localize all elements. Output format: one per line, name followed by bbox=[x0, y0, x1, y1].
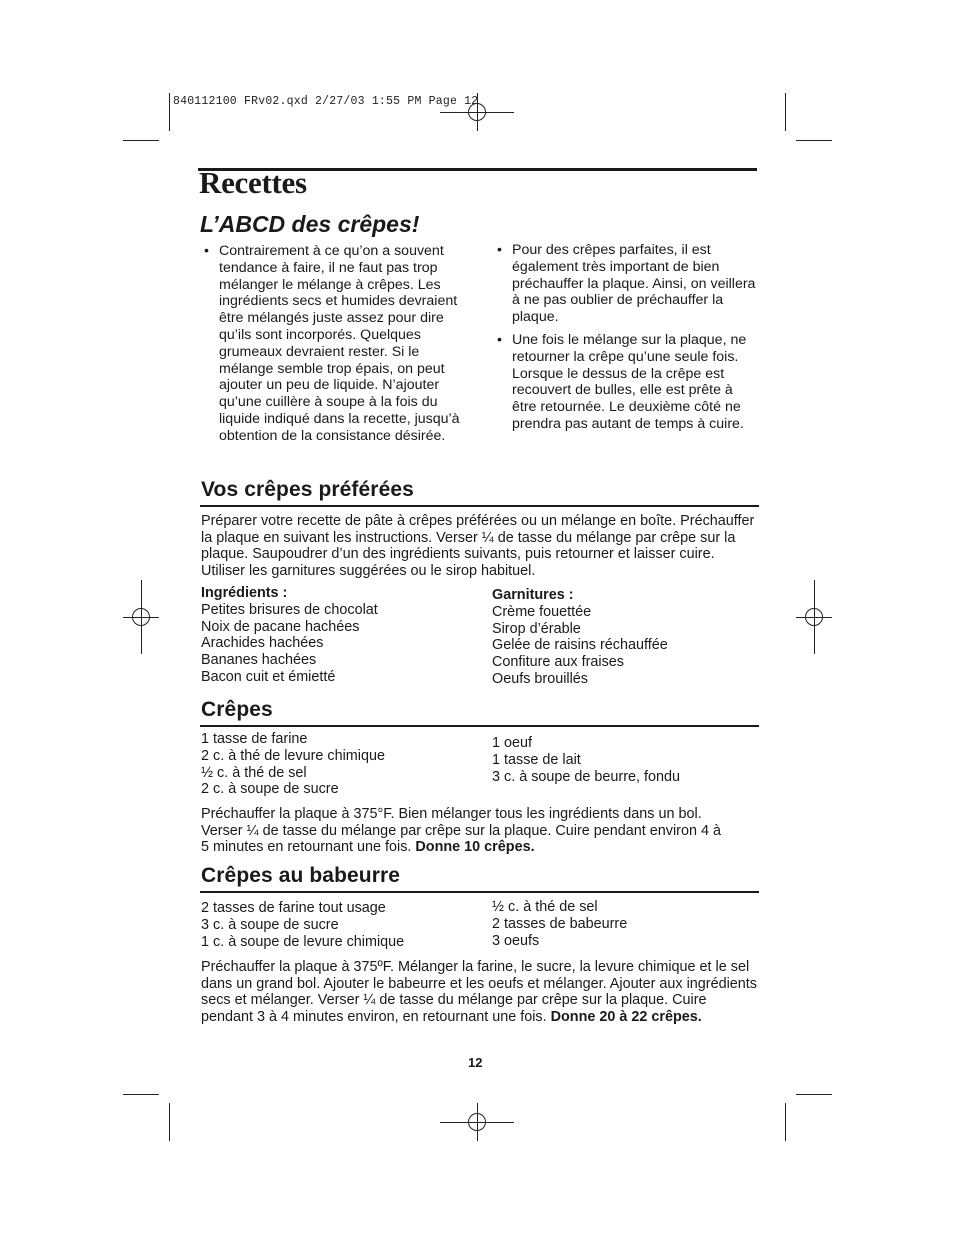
crepes-method bbox=[201, 806, 721, 856]
print-slug: 840112100 FRv02.qxd 2/27/03 1:55 PM Page 12 bbox=[173, 95, 479, 108]
method-text: Préchauffer la plaque à 375°F. Bien mélanger tous les ingrédients dans un bol. Verser ¼ de tasse du mélange par crêpe sur la plaque. Cuire pendant environ 4 à 5 minutes en retournant une fois. bbox=[201, 806, 721, 856]
list-item: 1 oeuf bbox=[492, 735, 533, 751]
tip-item: • Contrairement à ce qu’on a souvent tendance à faire, il ne faut pas trop mélanger le mélange à crêpes. Les ingrédients secs et humides devraient être mélangés juste assez pour dire qu’ils sont incorporés. Quelques grumeaux devraient rester. Si le mélange semble trop épais, on peut ajouter un peu de liquide. N’ajouter qu’une cuillère à soupe à la fois du liquide indiqué dans la recette, jusqu’à obtention de la consistance désirée. bbox=[204, 243, 474, 445]
list-item: 2 c. à thé de levure chimique bbox=[201, 747, 385, 764]
crepes-ingredients-left bbox=[201, 731, 481, 798]
list-item: Bananes hachées bbox=[201, 652, 317, 669]
favorites-intro: Préparer votre recette de pâte à crêpes préférées ou un mélange en boîte. Préchauffer la plaque en suivant les instructions. Verser ¼ de tasse du mélange par crêpe sur la plaque. Saupoudrer d’un des ingrédients suivants, puis retourner et laisser cuire. Utiliser les garnitures suggérées ou le sirop habituel. bbox=[201, 513, 755, 580]
section-title-favorites: Vos crêpes préférées bbox=[201, 478, 414, 501]
list-item: 1 c. à soupe de levure chimique bbox=[201, 933, 405, 950]
list-item: 3 c. à soupe de sucre bbox=[201, 916, 339, 933]
list-item: Oeufs brouillés bbox=[492, 670, 588, 687]
list-item: 3 c. à soupe de beurre, fondu bbox=[492, 768, 681, 785]
toppings-label: Garnitures : bbox=[492, 587, 574, 603]
list-item: 2 tasses de farine tout usage bbox=[201, 900, 386, 916]
section-title-buttermilk: Crêpes au babeurre bbox=[201, 864, 401, 887]
list-item: Sirop d’érable bbox=[492, 620, 581, 637]
method-text: Préchauffer la plaque à 375ºF. Mélanger la farine, le sucre, la levure chimique et le sel dans un grand bol. Ajouter le babeurre et les oeufs et mélanger. Ajouter aux ingrédients secs et mélanger. Verser ¼ de tasse du mélange par crêpe sur la plaque. Cuire pendant 3 à 4 minutes environ, en retournant une fois. bbox=[201, 959, 758, 1026]
section-rule bbox=[200, 725, 759, 727]
crepes-ingredients-right bbox=[492, 735, 759, 785]
ingredients-list bbox=[201, 585, 481, 686]
tip-item: • Pour des crêpes parfaites, il est également très important de bien préchauffer la plaque. Ainsi, on veillera à ne pas oublier de préchauffer la plaque. bbox=[497, 242, 759, 326]
buttermilk-ingredients-right bbox=[492, 899, 759, 949]
section-rule bbox=[200, 505, 759, 507]
list-item: 3 oeufs bbox=[492, 932, 540, 949]
list-item: Noix de pacane hachées bbox=[201, 618, 360, 635]
list-item: ½ c. à thé de sel bbox=[492, 899, 598, 915]
yield-text: Donne 20 à 22 crêpes. bbox=[550, 1009, 702, 1026]
tips-right-column bbox=[497, 242, 759, 439]
ingredients-label: Ingrédients : bbox=[201, 585, 288, 601]
page-number: 12 bbox=[468, 1055, 483, 1070]
list-item: ½ c. à thé de sel bbox=[201, 764, 307, 781]
list-item: Petites brisures de chocolat bbox=[201, 601, 378, 618]
list-item: Crème fouettée bbox=[492, 603, 592, 620]
list-item: Bacon cuit et émietté bbox=[201, 668, 336, 685]
yield-text: Donne 10 crêpes. bbox=[415, 839, 535, 856]
buttermilk-ingredients-left bbox=[201, 900, 481, 950]
list-item: 1 tasse de farine bbox=[201, 731, 308, 747]
section-title-crepes: Crêpes bbox=[201, 698, 273, 721]
list-item: Gelée de raisins réchauffée bbox=[492, 637, 668, 654]
tip-item: • Une fois le mélange sur la plaque, ne retourner la crêpe qu’une seule fois. Lorsque le dessus de la crêpe est recouvert de bulles, elle est prête à être retournée. Le deuxième côté ne prendra pas autant de temps à cuire. bbox=[497, 332, 759, 433]
section-rule bbox=[200, 891, 759, 893]
page-subtitle: L’ABCD des crêpes! bbox=[200, 211, 420, 237]
list-item: 1 tasse de lait bbox=[492, 751, 581, 768]
list-item: 2 c. à soupe de sucre bbox=[201, 781, 339, 798]
buttermilk-method bbox=[201, 959, 759, 1026]
toppings-list bbox=[492, 587, 759, 688]
list-item: 2 tasses de babeurre bbox=[492, 915, 628, 932]
tips-left-column bbox=[204, 243, 474, 451]
page-title: Recettes bbox=[199, 165, 307, 200]
list-item: Confiture aux fraises bbox=[492, 654, 624, 671]
list-item: Arachides hachées bbox=[201, 635, 324, 652]
